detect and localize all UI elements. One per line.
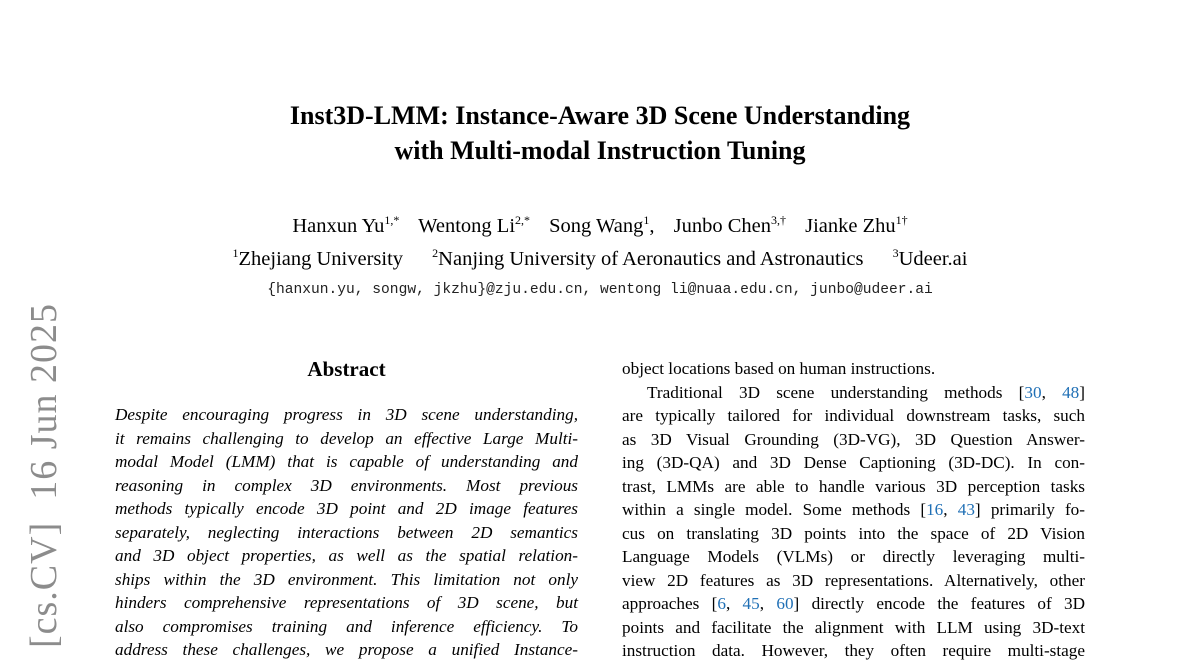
citation-link[interactable]: 48 xyxy=(1062,382,1080,402)
intro-text: ing (3D-QA) and 3D Dense Captioning (3D-DC). In con- xyxy=(622,453,1085,472)
intro-line xyxy=(622,522,1085,546)
citation-link[interactable]: 60 xyxy=(776,594,794,613)
intro-text: Traditional 3D scene understanding methods [ xyxy=(647,382,1025,402)
intro-text: ] directly encode the features of 3D xyxy=(793,594,1085,613)
affiliation-name: Zhejiang University xyxy=(238,248,404,270)
intro-text: , xyxy=(1041,382,1063,402)
abstract-line: and 3D object properties, as well as the spatial relation- xyxy=(115,546,578,565)
author-name: Hanxun Yu xyxy=(292,215,385,237)
affiliation-number: 2 xyxy=(432,246,439,260)
abstract-line: address these challenges, we propose a unified Instance- xyxy=(115,640,578,659)
intro-line xyxy=(622,545,1085,569)
author-marks: 1† xyxy=(895,213,908,227)
title-line-1: Inst3D-LMM: Instance-Aware 3D Scene Understanding xyxy=(289,101,911,130)
intro-text: points and facilitate the alignment with LLM using 3D-text xyxy=(622,617,1085,637)
intro-text: , xyxy=(943,500,958,519)
intro-text: trast, LMMs are able to handle various 3D perception tasks xyxy=(622,476,1085,496)
citation-link[interactable]: 43 xyxy=(957,500,975,519)
author-name: Song Wang xyxy=(549,215,644,237)
intro-line xyxy=(622,592,1085,616)
abstract-line: Despite encouraging progress in 3D scene understanding, xyxy=(115,405,578,424)
affiliation-name: Udeer.ai xyxy=(898,248,968,270)
intro-line xyxy=(622,475,1085,499)
author-name: Junbo Chen xyxy=(673,215,771,237)
intro-line xyxy=(622,639,1085,663)
author-name: Wentong Li xyxy=(418,215,516,237)
arxiv-side-stamp xyxy=(22,281,66,648)
abstract-line: methods typically encode 3D point and 2D image features xyxy=(115,499,578,518)
paper-title xyxy=(200,98,1000,168)
intro-text: within a single model. Some methods [ xyxy=(622,500,927,519)
intro-text: are typically tailored for individual downstream tasks, such xyxy=(622,406,1085,425)
citation-link[interactable]: 6 xyxy=(717,594,726,613)
abstract-line: modal Model (LMM) that is capable of understanding and xyxy=(115,452,578,471)
intro-text: instruction data. However, they often require multi-stage xyxy=(622,641,1085,660)
citation-link[interactable]: 30 xyxy=(1024,382,1042,402)
author-name: Jianke Zhu xyxy=(805,215,896,237)
intro-text: ] primarily fo- xyxy=(974,500,1086,519)
citation-link[interactable]: 45 xyxy=(742,594,760,613)
abstract-line: separately, neglecting interactions between 2D semantics xyxy=(115,522,578,542)
intro-line xyxy=(622,381,1085,405)
intro-line xyxy=(622,451,1085,475)
intro-text: , xyxy=(759,594,777,613)
intro-text: cus on translating 3D points into the space of 2D Vision xyxy=(622,523,1085,543)
intro-text: ] xyxy=(1079,382,1085,402)
intro-text: Language Models (VLMs) or directly leveraging multi- xyxy=(622,547,1085,566)
abstract-line: it remains challenging to develop an effective Large Multi- xyxy=(115,428,578,448)
intro-line xyxy=(622,404,1085,428)
author-marks: 1,* xyxy=(384,213,400,227)
abstract-heading: Abstract xyxy=(307,357,386,381)
intro-line xyxy=(622,498,1085,522)
arxiv-date: 16 Jun 2025 xyxy=(23,302,65,500)
arxiv-category: [cs.CV] xyxy=(23,521,65,648)
intro-line: object locations based on human instructions. xyxy=(622,359,936,378)
abstract-line: reasoning in complex 3D environments. Most previous xyxy=(115,475,578,495)
affiliation-list xyxy=(150,245,1050,273)
abstract-line: hinders comprehensive representations of 3D scene, but xyxy=(115,593,578,612)
affiliation-name: Nanjing University of Aeronautics and Astronautics xyxy=(438,248,864,270)
abstract-line: also compromises training and inference efficiency. To xyxy=(115,616,578,636)
author-marks: 2,* xyxy=(515,213,531,227)
title-line-2: with Multi-modal Instruction Tuning xyxy=(394,136,806,165)
citation-link[interactable]: 16 xyxy=(926,500,944,519)
intro-text: view 2D features as 3D representations. Alternatively, other xyxy=(622,570,1085,590)
intro-text: , xyxy=(725,594,743,613)
affiliation-number: 3 xyxy=(892,246,899,260)
intro-line xyxy=(622,569,1085,593)
abstract-body xyxy=(115,403,578,662)
intro-column xyxy=(622,357,1085,663)
intro-line xyxy=(622,616,1085,640)
author-list: Hanxun $Yu^{1,*}$ Wentong $Li^{2,*}$ Song Wang$^1$, Junbo Chen$^{3,\dagger}$ Jianke Zhu$^{1\dagger}$ xyxy=(292,213,908,237)
intro-text: as 3D Visual Grounding (3D-VG), 3D Question Answer- xyxy=(622,429,1085,449)
author-marks: 3,† xyxy=(771,213,786,227)
intro-line xyxy=(622,428,1085,452)
author-marks: 1 xyxy=(643,213,650,227)
affiliation-number: 1 xyxy=(232,246,239,260)
intro-text: approaches [ xyxy=(622,594,718,613)
abstract-line: ships within the 3D environment. This limitation not only xyxy=(115,569,578,589)
author-emails: {hanxun.yu, songw, jkzhu}@zju.edu.cn, wentong li@nuaa.edu.cn, junbo@udeer.ai xyxy=(267,282,933,298)
